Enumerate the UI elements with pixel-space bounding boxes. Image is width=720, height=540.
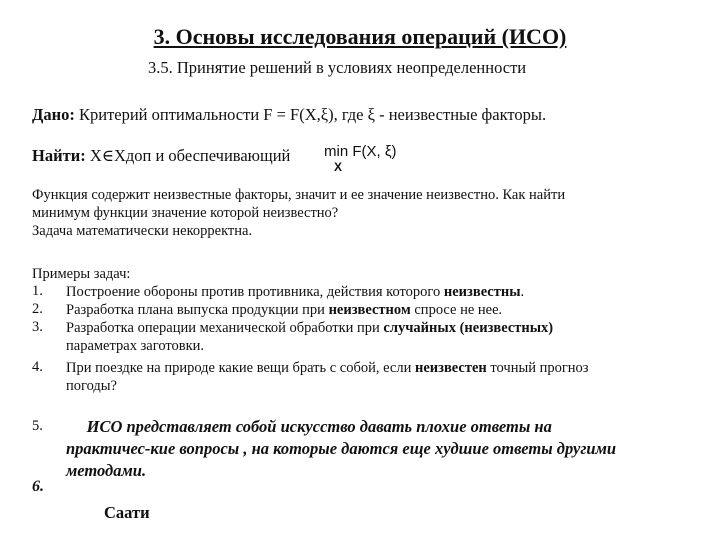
quote-author: Саати — [104, 503, 150, 522]
item-text-end: точный прогноз — [486, 360, 589, 376]
paragraph — [32, 186, 565, 240]
quote-line: ИСО представляет собой искусство давать плохие ответы на — [66, 417, 552, 436]
item-text: Разработка операции механической обработки при — [66, 320, 384, 336]
quote-line: практичес-кие вопросы , на которые даются еще худшие ответы другими — [66, 439, 617, 458]
paragraph-line: Задача математически некорректна. — [32, 223, 253, 239]
item-text: Разработка плана выпуска продукции при — [66, 302, 329, 318]
min-formula — [324, 143, 397, 174]
quote-line: методами. — [66, 461, 147, 480]
item-text-end: . — [520, 284, 525, 300]
item-number: 1. — [32, 283, 43, 299]
list-item — [66, 283, 524, 301]
list-item — [66, 319, 553, 355]
item-number: 6. — [32, 478, 44, 495]
item-continuation: погоды? — [66, 378, 117, 394]
item-emphasis: неизвестны — [443, 284, 521, 300]
item-number: 2. — [32, 301, 43, 317]
page-title: 3. Основы исследования операций (ИСО) — [153, 24, 567, 49]
list-item — [66, 359, 589, 395]
paragraph-line: Функция содержит неизвестные факторы, значит и ее значение неизвестно. Как найти — [32, 187, 566, 203]
item-number: 4. — [32, 359, 43, 375]
item-text-end: спросе не нее. — [410, 302, 503, 318]
given-line — [32, 105, 546, 125]
formula-main: min F(X, ξ) — [324, 143, 397, 160]
item-text: При поездке на природе какие вещи брать с собой, если — [66, 360, 415, 376]
item-number: 3. — [32, 319, 43, 335]
find-text: X∈Xдоп и обеспечивающий — [85, 146, 291, 165]
formula-subscript: X — [334, 160, 343, 174]
given-text: Критерий оптимальности F = F(X,ξ), где ξ - неизвестные факторы. — [74, 105, 547, 124]
examples-header: Примеры задач: — [32, 266, 131, 282]
paragraph-line: минимум функции значение которой неизвестно? — [32, 205, 339, 221]
quote — [66, 416, 616, 482]
item-text: Построение обороны против противника, действия которого — [66, 284, 444, 300]
given-label: Дано: — [32, 105, 75, 124]
item-emphasis: неизвестном — [328, 302, 411, 318]
section-subtitle: 3.5. Принятие решений в условиях неопределенности — [148, 58, 527, 77]
item-emphasis: неизвестен — [414, 360, 487, 376]
list-item — [66, 301, 502, 319]
find-label: Найти: — [32, 146, 86, 165]
item-number: 5. — [32, 418, 43, 434]
item-emphasis: случайных (неизвестных) — [383, 320, 554, 336]
find-line — [32, 146, 290, 166]
item-continuation: параметрах заготовки. — [66, 338, 205, 354]
